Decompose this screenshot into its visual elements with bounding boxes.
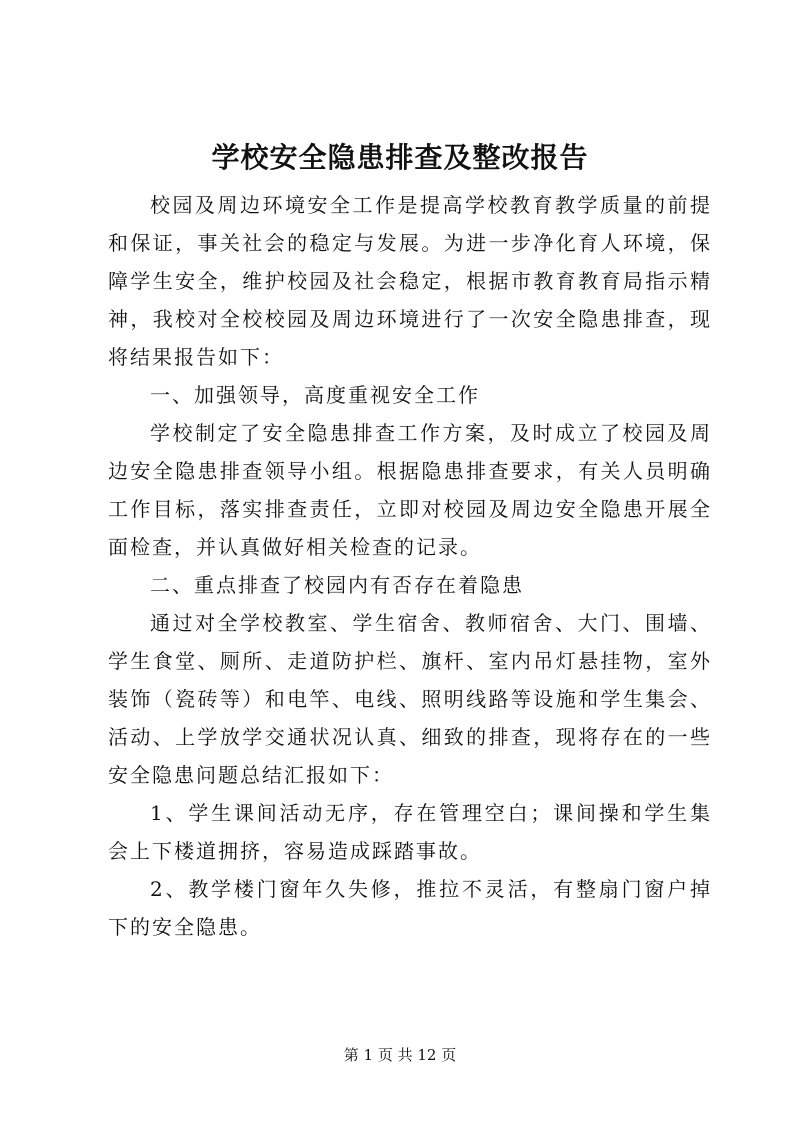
page-number-footer: 第 1 页 共 12 页 (343, 1046, 457, 1064)
section-heading-2: 二、重点排查了校园内有否存在着隐患 (150, 573, 524, 597)
paragraph-intro: 校园及周边环境安全工作是提高学校教育教学质量的前提和保证，事关社会的稳定与发展。为进一步净化育人环境，保障学生安全，维护校园及社会稳定，根据市教育教育局指示精神，我校对全校校园及周边环境进行了一次安全隐患排查，现将结果报告如下： (108, 193, 712, 369)
paragraph-issue-1: 1、学生课间活动无序，存在管理空白；课间操和学生集会上下楼道拥挤，容易造成踩踏事故。 (108, 801, 712, 863)
paragraph-inspection: 通过对全学校教室、学生宿舍、教师宿舍、大门、围墙、学生食堂、厕所、走道防护栏、旗杆、室内吊灯悬挂物，室外装饰（瓷砖等）和电竿、电线、照明线路等设施和学生集会、活动、上学放学交通状况认真、细致的排查，现将存在的一些安全隐患问题总结汇报如下： (108, 611, 712, 787)
paragraph-leadership: 学校制定了安全隐患排查工作方案，及时成立了校园及周边安全隐患排查领导小组。根据隐患排查要求，有关人员明确工作目标，落实排查责任，立即对校园及周边安全隐患开展全面检查，并认真做好相关检查的记录。 (108, 421, 712, 559)
document-title: 学校安全隐患排查及整改报告 (211, 141, 589, 174)
document-body (108, 186, 712, 946)
paragraph-issue-2: 2、教学楼门窗年久失修，推拉不灵活，有整扇门窗户掉下的安全隐患。 (108, 877, 712, 939)
section-heading-1: 一、加强领导，高度重视安全工作 (150, 383, 480, 407)
